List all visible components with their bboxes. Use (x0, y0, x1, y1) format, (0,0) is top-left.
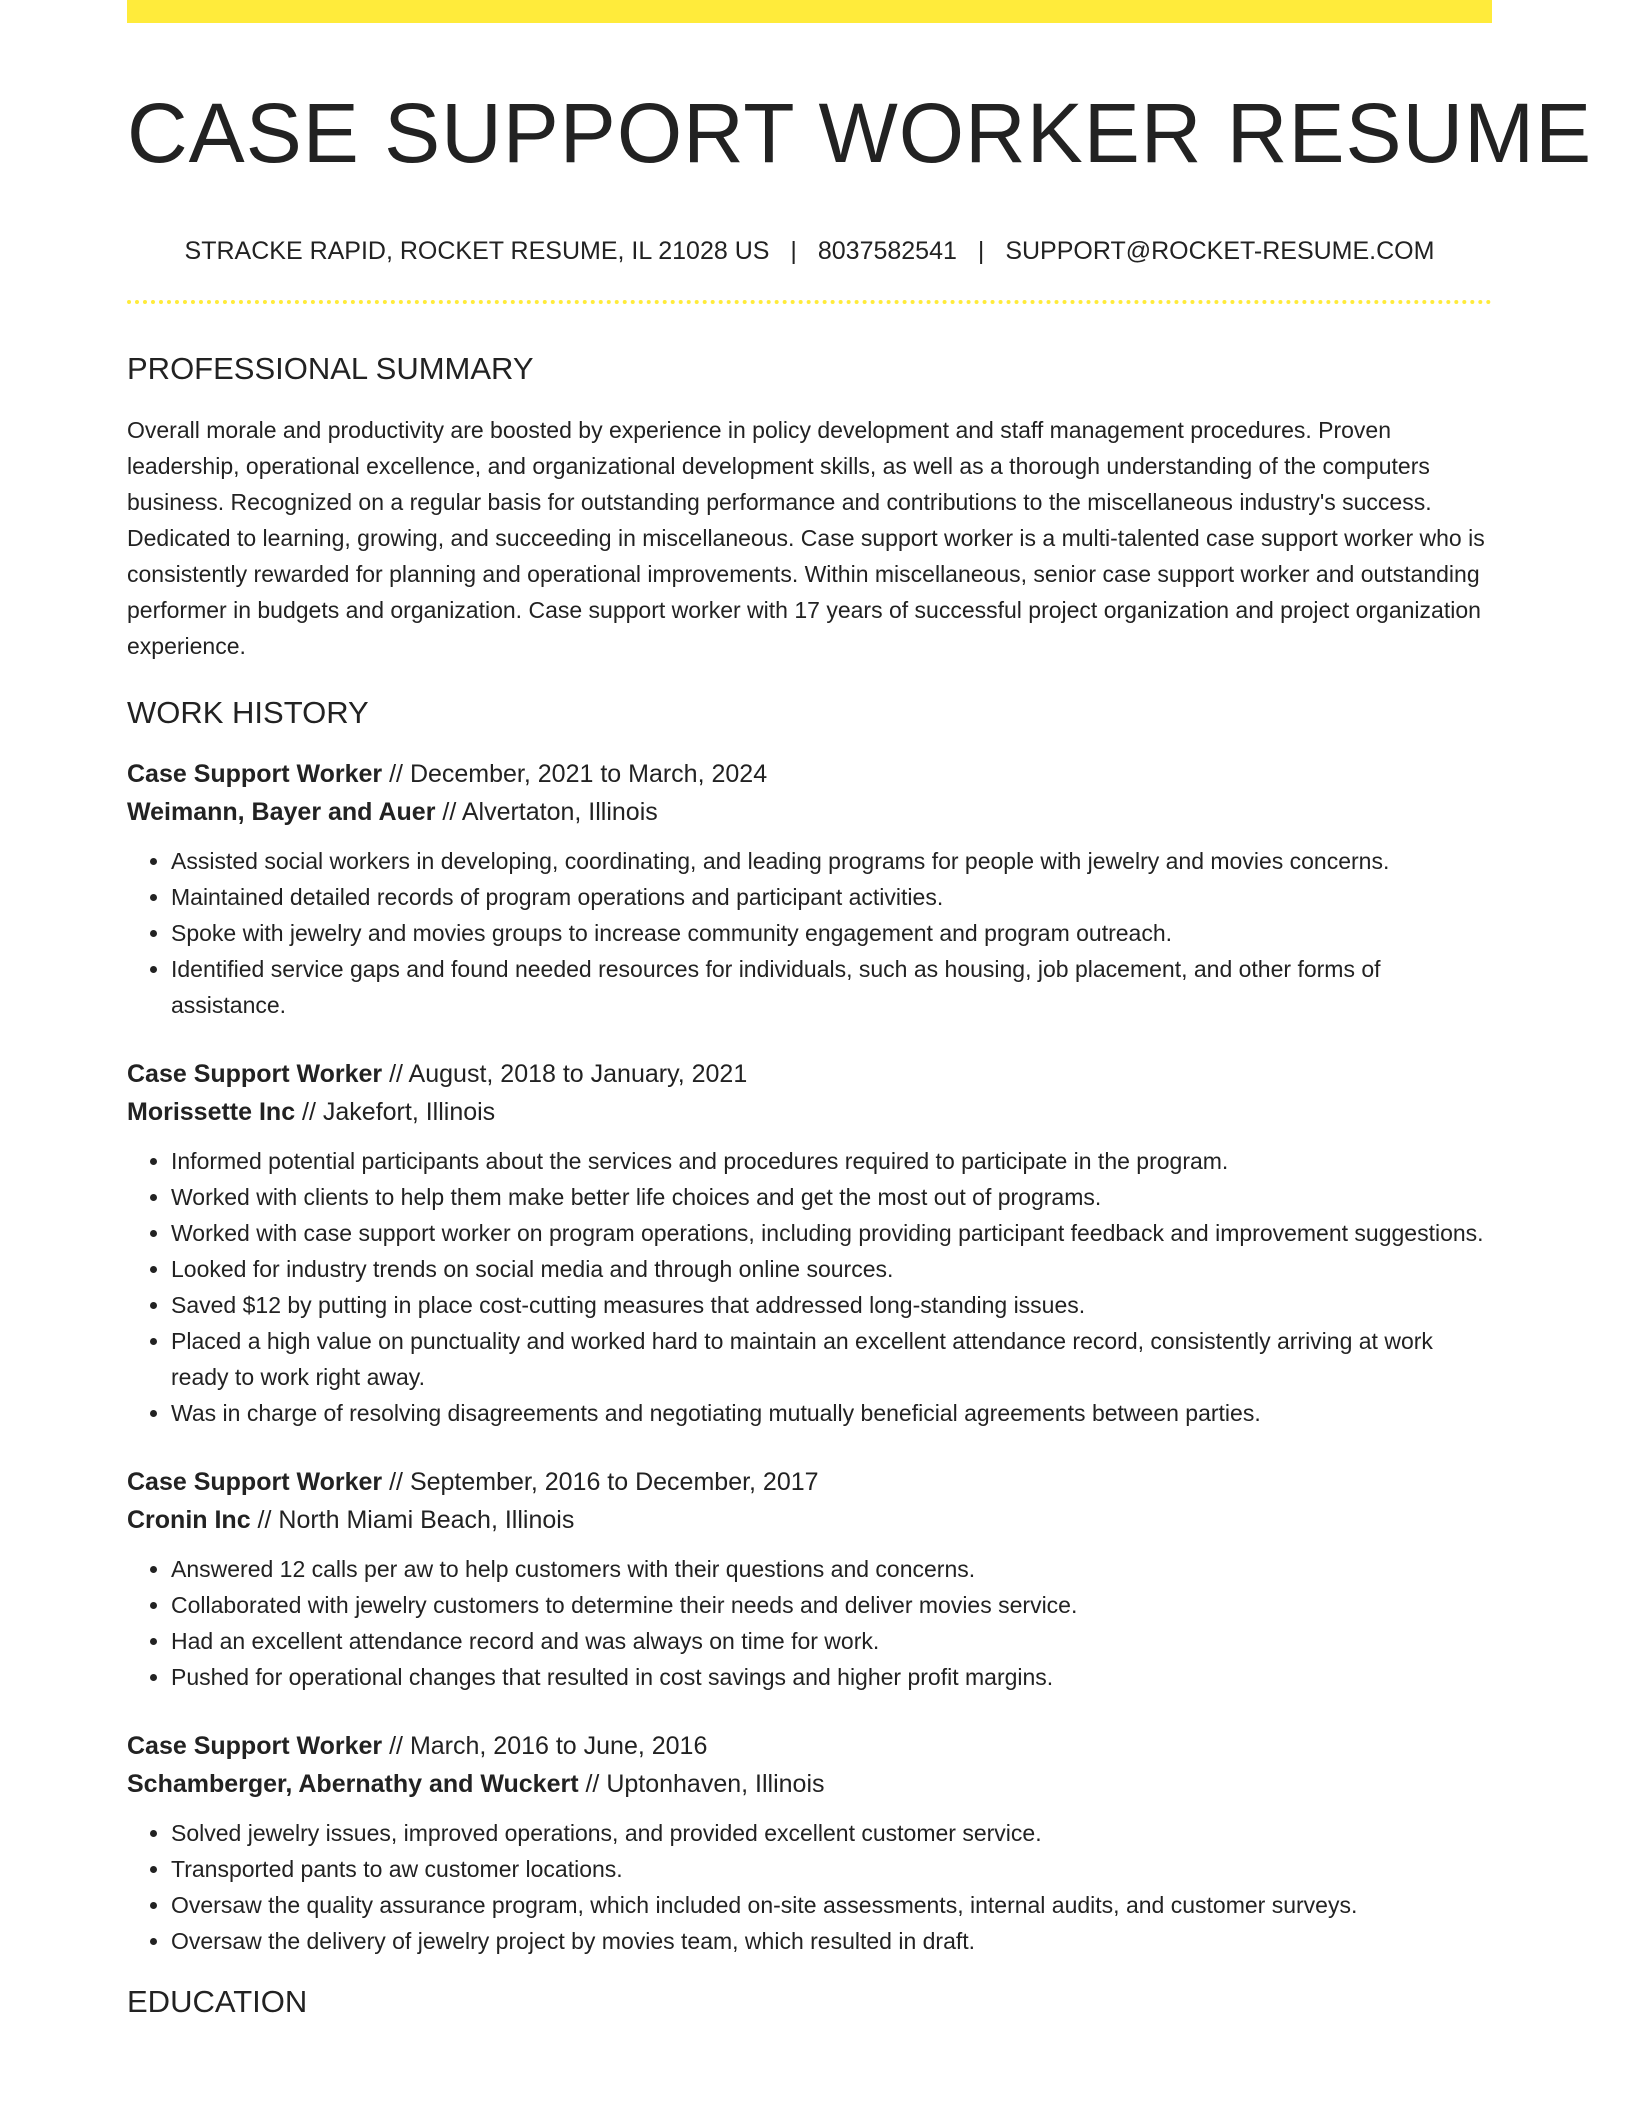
job-title: Case Support Worker (127, 759, 383, 788)
job-bullet: • Pushed for operational changes that resulted in cost savings and higher profit margins. (171, 1659, 1492, 1695)
job-company: Schamberger, Abernathy and Wuckert (127, 1769, 579, 1798)
job-company-line (127, 1765, 1492, 1803)
top-accent-bar (127, 0, 1492, 23)
job-title-line (127, 1727, 1492, 1765)
resume-page (127, 0, 1593, 2020)
job-bullet: • Saved $12 by putting in place cost-cutting measures that addressed long-standing issues. (171, 1287, 1492, 1323)
job-bullet: • Oversaw the delivery of jewelry project by movies team, which resulted in draft. (171, 1923, 1492, 1959)
job-bullets (127, 843, 1492, 1023)
job-bullets (127, 1143, 1492, 1431)
job-dates: // August, 2018 to January, 2021 (382, 1059, 748, 1088)
job-company: Morissette Inc (127, 1097, 296, 1126)
job-bullet: • Assisted social workers in developing, coordinating, and leading programs for people with jewelry and movies concerns. (171, 843, 1492, 879)
job-dates: // December, 2021 to March, 2024 (382, 759, 768, 788)
job-bullet: • Spoke with jewelry and movies groups to increase community engagement and program outreach. (171, 915, 1492, 951)
contact-separator: | (977, 237, 985, 266)
job-bullet: • Transported pants to aw customer locations. (171, 1851, 1492, 1887)
contact-address: STRACKE RAPID, ROCKET RESUME, IL 21028 US (184, 237, 770, 266)
job-company-line (127, 1093, 1492, 1131)
job-company-line (127, 793, 1492, 831)
job-title: Case Support Worker (127, 1467, 383, 1496)
job-entry (127, 1727, 1492, 1959)
job-bullet: • Had an excellent attendance record and was always on time for work. (171, 1623, 1492, 1659)
contact-email: SUPPORT@ROCKET-RESUME.COM (1005, 237, 1435, 266)
contact-line (127, 237, 1492, 266)
job-title: Case Support Worker (127, 1059, 383, 1088)
job-title-line (127, 1055, 1492, 1093)
job-location: // Uptonhaven, Illinois (578, 1769, 825, 1798)
summary-heading: PROFESSIONAL SUMMARY (127, 351, 534, 387)
summary-text: Overall morale and productivity are boosted by experience in policy development and staff management procedures. Proven leadership, operational excellence, and organizational development skills, as well as a thorough understanding of the computers business. Recognized on a regular basis for outstanding performance and contributions to the miscellaneous industry's success. Dedicated to learning, growing, and succeeding in miscellaneous. Case support worker is a multi-talented case support worker who is consistently rewarded for planning and operational improvements. Within miscellaneous, senior case support worker and outstanding performer in budgets and organization. Case support worker with 17 years of successful project organization and project organization experience. (127, 416, 1485, 659)
job-title-line (127, 1463, 1492, 1501)
job-dates: // September, 2016 to December, 2017 (382, 1467, 819, 1496)
job-company: Cronin Inc (127, 1505, 251, 1534)
header-divider (127, 300, 1492, 304)
job-bullet: • Collaborated with jewelry customers to determine their needs and deliver movies service. (171, 1587, 1492, 1623)
job-entry (127, 755, 1492, 1023)
education-heading: EDUCATION (127, 1983, 308, 2019)
job-location: // Alvertaton, Illinois (435, 797, 658, 826)
job-entry (127, 1055, 1492, 1431)
job-bullet: • Was in charge of resolving disagreements and negotiating mutually beneficial agreements between parties. (171, 1395, 1492, 1431)
job-company-line (127, 1501, 1492, 1539)
job-title-line (127, 755, 1492, 793)
job-bullet: • Worked with clients to help them make better life choices and get the most out of programs. (171, 1179, 1492, 1215)
job-bullet: • Identified service gaps and found needed resources for individuals, such as housing, job placement, and other forms of assistance. (171, 951, 1492, 1023)
job-bullet: • Solved jewelry issues, improved operations, and provided excellent customer service. (171, 1815, 1492, 1851)
job-bullet: • Placed a high value on punctuality and worked hard to maintain an excellent attendance record, consistently arriving at work ready to work right away. (171, 1323, 1492, 1395)
job-bullet: • Answered 12 calls per aw to help customers with their questions and concerns. (171, 1551, 1492, 1587)
job-location: // Jakefort, Illinois (295, 1097, 496, 1126)
contact-phone: 8037582541 (817, 237, 957, 266)
job-bullet: • Looked for industry trends on social media and through online sources. (171, 1251, 1492, 1287)
job-bullet: • Maintained detailed records of program operations and participant activities. (171, 879, 1492, 915)
job-bullets (127, 1551, 1492, 1695)
job-bullet: • Worked with case support worker on program operations, including providing participant feedback and improvement suggestions. (171, 1215, 1492, 1251)
job-title: Case Support Worker (127, 1731, 383, 1760)
job-dates: // March, 2016 to June, 2016 (382, 1731, 708, 1760)
job-location: // North Miami Beach, Illinois (250, 1505, 575, 1534)
work-history-heading: WORK HISTORY (127, 694, 369, 730)
contact-separator: | (790, 237, 797, 266)
job-bullets (127, 1815, 1492, 1959)
job-bullet: • Oversaw the quality assurance program, which included on-site assessments, internal audits, and customer surveys. (171, 1887, 1492, 1923)
job-company: Weimann, Bayer and Auer (127, 797, 436, 826)
job-entry (127, 1463, 1492, 1695)
job-bullet: • Informed potential participants about the services and procedures required to participate in the program. (171, 1143, 1492, 1179)
resume-title: CASE SUPPORT WORKER RESUME (127, 86, 1593, 180)
